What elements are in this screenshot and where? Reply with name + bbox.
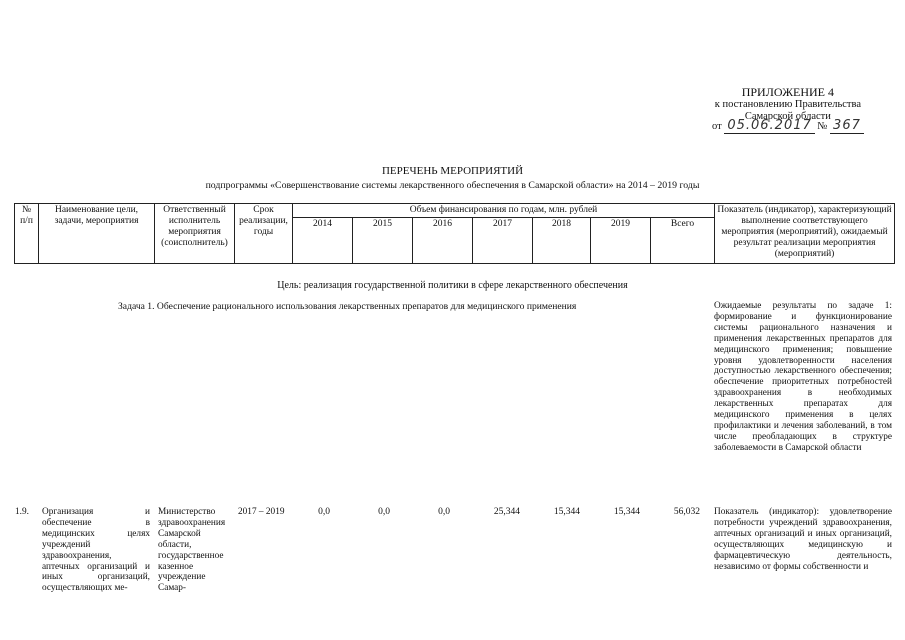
- row-value-2015: 0,0: [378, 507, 390, 517]
- header-year-2016: 2016: [413, 218, 473, 264]
- appendix-line-3: Самарской области: [744, 111, 831, 122]
- header-funding: Объем финансирования по годам, млн. рублей: [293, 204, 715, 218]
- row-value-2019: 15,344: [613, 507, 640, 517]
- number-label: №: [817, 121, 828, 132]
- header-name: Наименование цели, задачи, мероприятия: [39, 204, 155, 264]
- row-term: 2017 – 2019: [238, 507, 285, 517]
- header-executor: Ответственный исполнитель мероприятия (соисполнитель): [155, 204, 235, 264]
- appendix-line-2: к постановлению Правительства: [714, 98, 861, 110]
- goal-heading: Цель: реализация государственной политики в сфере лекарственного обеспечения: [277, 280, 628, 291]
- header-year-2019: 2019: [591, 218, 651, 264]
- header-year-2018: 2018: [533, 218, 591, 264]
- row-value-2016: 0,0: [438, 507, 450, 517]
- header-term: Срок реализации, годы: [235, 204, 293, 264]
- task-expected-results: Ожидаемые результаты по задаче 1: формирование и функционирование системы рационального назначения и применения лекарственных препаратов для медицинского применения; повышение уровня удовлетворенности населения доступностью лекарственного обеспечения; обеспечение приоритетных потребностей здравоохранения в необходимых лекарственных препаратах для медицинского применения в целях профилактики и лечения заболеваний, в том числе преобладающих в структуре заболеваемости в Самарской области: [714, 301, 892, 453]
- header-num: № п/п: [15, 204, 39, 264]
- page-subtitle: подпрограммы «Совершенствование системы лекарственного обеспечения в Самарской области» на 2014 – 2019 годы: [205, 180, 700, 191]
- row-value-2017: 25,344: [493, 507, 520, 517]
- header-table: [14, 203, 895, 264]
- row-executor: Министерство здравоохранения Самарской области, государственное казенное учреждение Самар-: [158, 507, 226, 594]
- header-year-2015: 2015: [353, 218, 413, 264]
- row-value-total: 56,032: [673, 507, 700, 517]
- header-indicator: Показатель (индикатор), характеризующий выполнение соответствующего мероприятия (мероприятий), ожидаемый результат реализации мероприятия (мероприятий): [715, 204, 895, 264]
- row-value-2014: 0,0: [318, 507, 330, 517]
- header-total: Всего: [651, 218, 715, 264]
- appendix-title: ПРИЛОЖЕНИЕ 4: [741, 85, 834, 99]
- row-value-2018: 15,344: [553, 507, 580, 517]
- decree-signature: [712, 118, 864, 134]
- decree-date: 05.06.2017: [727, 118, 812, 133]
- row-indicator: Показатель (индикатор): удовлетворение потребности учреждений здравоохранения, аптечных организаций и иных организаций, осуществляющих медицинскую и фармацевтическую деятельность, независимо от формы собственности и: [714, 507, 892, 572]
- row-name: Организация и обеспечение в медицинских целях учреждений здравоохранения, аптечных организаций и иных организаций, осуществляющих ме-: [42, 507, 150, 594]
- row-number: 1.9.: [15, 507, 29, 517]
- task-heading: Задача 1. Обеспечение рационального использования лекарственных препаратов для медицинского применения: [118, 301, 577, 312]
- header-year-2017: 2017: [473, 218, 533, 264]
- page-title: ПЕРЕЧЕНЬ МЕРОПРИЯТИЙ: [381, 165, 524, 177]
- date-prefix: от: [712, 121, 722, 132]
- decree-number: 367: [833, 118, 861, 133]
- header-year-2014: 2014: [293, 218, 353, 264]
